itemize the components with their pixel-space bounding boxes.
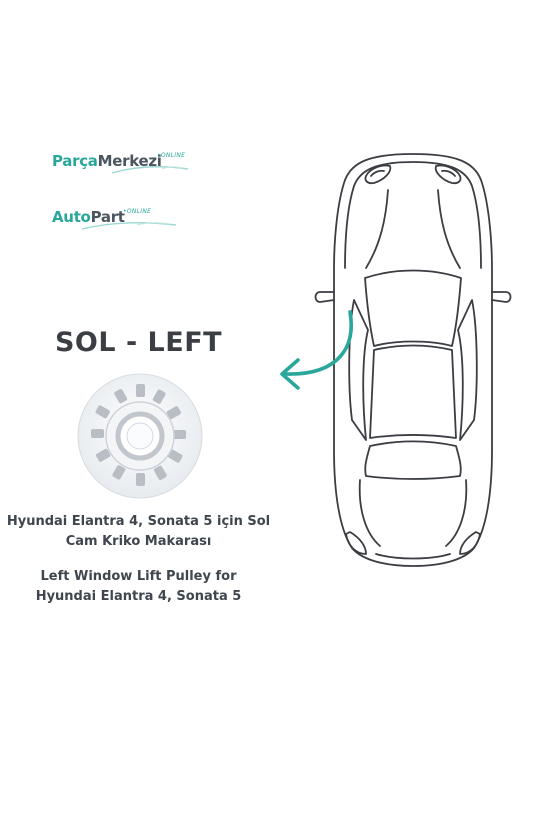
headlight-right: [436, 165, 461, 183]
rear-window: [365, 442, 461, 480]
pulley-icon: [76, 372, 204, 500]
car-swoosh-icon: [52, 219, 182, 233]
headlight-left: [365, 165, 390, 183]
description-turkish: [0, 512, 277, 552]
car-top-view-diagram: [270, 150, 555, 570]
logo-part2: Merkezi: [97, 152, 162, 170]
autopart-logo: [52, 207, 152, 226]
description-line: Hyundai Elantra 4, Sonata 5 için Sol: [6, 514, 271, 529]
parca-merkezi-logo: [52, 151, 186, 170]
description-line: Hyundai Elantra 4, Sonata 5: [35, 589, 242, 604]
car-swoosh-icon: [52, 163, 192, 177]
description-line: Cam Kriko Makarası: [65, 534, 212, 549]
side-title: SOL - LEFT: [54, 327, 223, 358]
taillight-right: [460, 532, 480, 554]
mirror-right: [492, 292, 511, 302]
description-english: [0, 567, 277, 607]
description-line: Left Window Lift Pulley for: [40, 569, 237, 584]
logo-part1: Parça: [52, 152, 98, 170]
logo-online-tag: •ONLINE: [157, 152, 186, 159]
mirror-left: [316, 292, 335, 302]
logo-part2: Part: [90, 208, 125, 226]
logo-part1: Auto: [52, 208, 91, 226]
car-body-outline: [334, 154, 492, 566]
windshield: [365, 271, 461, 347]
logo-online-tag: •ONLINE: [123, 208, 152, 215]
taillight-left: [346, 532, 366, 554]
